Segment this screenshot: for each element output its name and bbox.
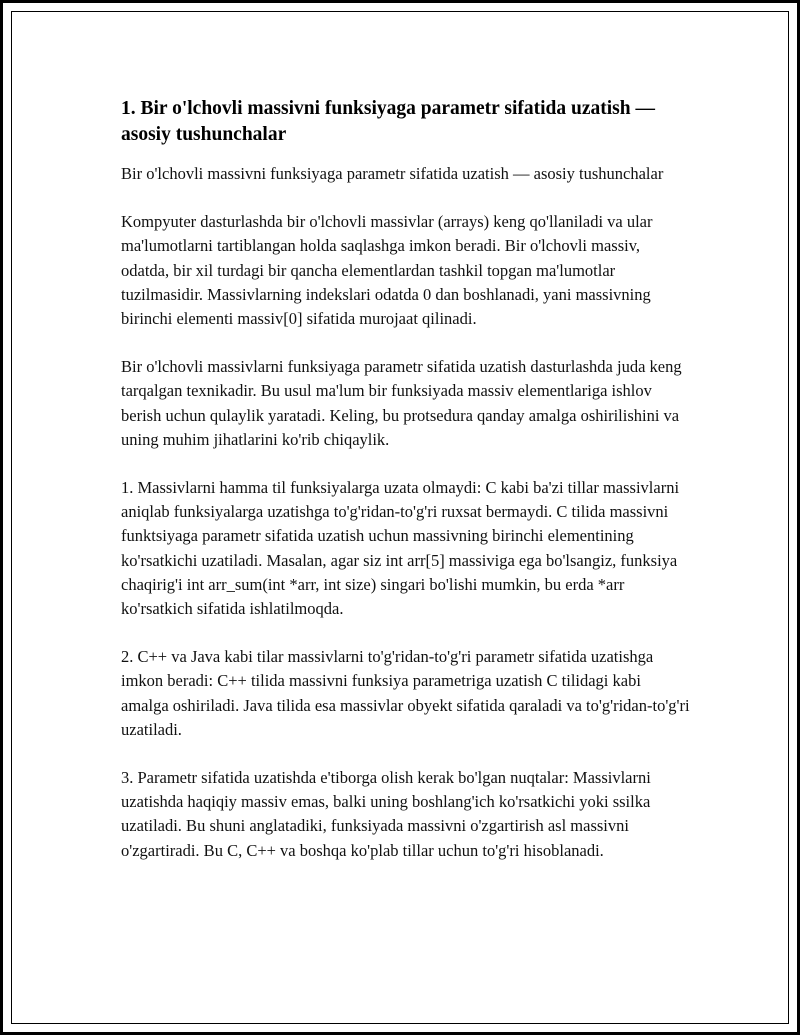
- document-body: [121, 96, 691, 887]
- subtitle-paragraph: Bir o'lchovli massivni funksiyaga parametr sifatida uzatish — asosiy tushunchalar: [121, 164, 664, 183]
- point-3-paragraph: 3. Parametr sifatida uzatishda e'tiborga olish kerak bo'lgan nuqtalar: Massivlarni uzatishda haqiqiy massiv emas, balki uning boshlang'ich ko'rsatkichi yoki ssilka uzatiladi. Bu shuni anglatadiki, funksiyada massivni o'zgartirish asl massivni o'zgartiradi. Bu C, C++ va boshqa ko'plab tillar uchun to'g'ri hisoblanadi.: [121, 768, 651, 860]
- point-2-paragraph: 2. C++ va Java kabi tilar massivlarni to'g'ridan-to'g'ri parametr sifatida uzatishga imkon beradi: C++ tilida massivni funksiya parametriga uzatish C tilidagi kabi amalga oshiriladi. Java tilida esa massivlar obyekt sifatida qaraladi va to'g'ridan-to'g'ri uzatiladi.: [121, 647, 690, 739]
- technique-paragraph: Bir o'lchovli massivlarni funksiyaga parametr sifatida uzatish dasturlashda juda keng tarqalgan texnikadir. Bu usul ma'lum bir funksiyada massiv elementlariga ishlov berish uchun qulaylik yaratadi. Keling, bu protsedura qanday amalga oshirilishini va uning muhim jihatlarini ko'rib chiqaylik.: [121, 357, 682, 449]
- intro-paragraph: Kompyuter dasturlashda bir o'lchovli massivlar (arrays) keng qo'llaniladi va ular ma'lumotlarni tartiblangan holda saqlashga imkon beradi. Bir o'lchovli massiv, odatda, bir xil turdagi bir qancha elementlardan tashkil topgan ma'lumotlar tuzilmasidir. Massivlarning indekslari odatda 0 dan boshlanadi, yani massivning birinchi elementi massiv[0] sifatida murojaat qilinadi.: [121, 212, 653, 329]
- point-1-paragraph: 1. Massivlarni hamma til funksiyalarga uzata olmaydi: C kabi ba'zi tillar massivlarni aniqlab funksiyalarga uzatishga to'g'ridan-to'g'ri ruxsat bermaydi. C tilida massivni funktsiyaga parametr sifatida uzatish uchun massivning birinchi elementining ko'rsatkichi uzatiladi. Masalan, agar siz int arr[5] massiviga ega bo'lsangiz, funksiya chaqirig'i int arr_sum(int *arr, int size) singari bo'lishi mumkin, bu erda *arr ko'rsatkich sifatida ishlatilmoqda.: [121, 478, 680, 619]
- document-title: 1. Bir o'lchovli massivni funksiyaga parametr sifatida uzatish — asosiy tushunchalar: [121, 98, 655, 145]
